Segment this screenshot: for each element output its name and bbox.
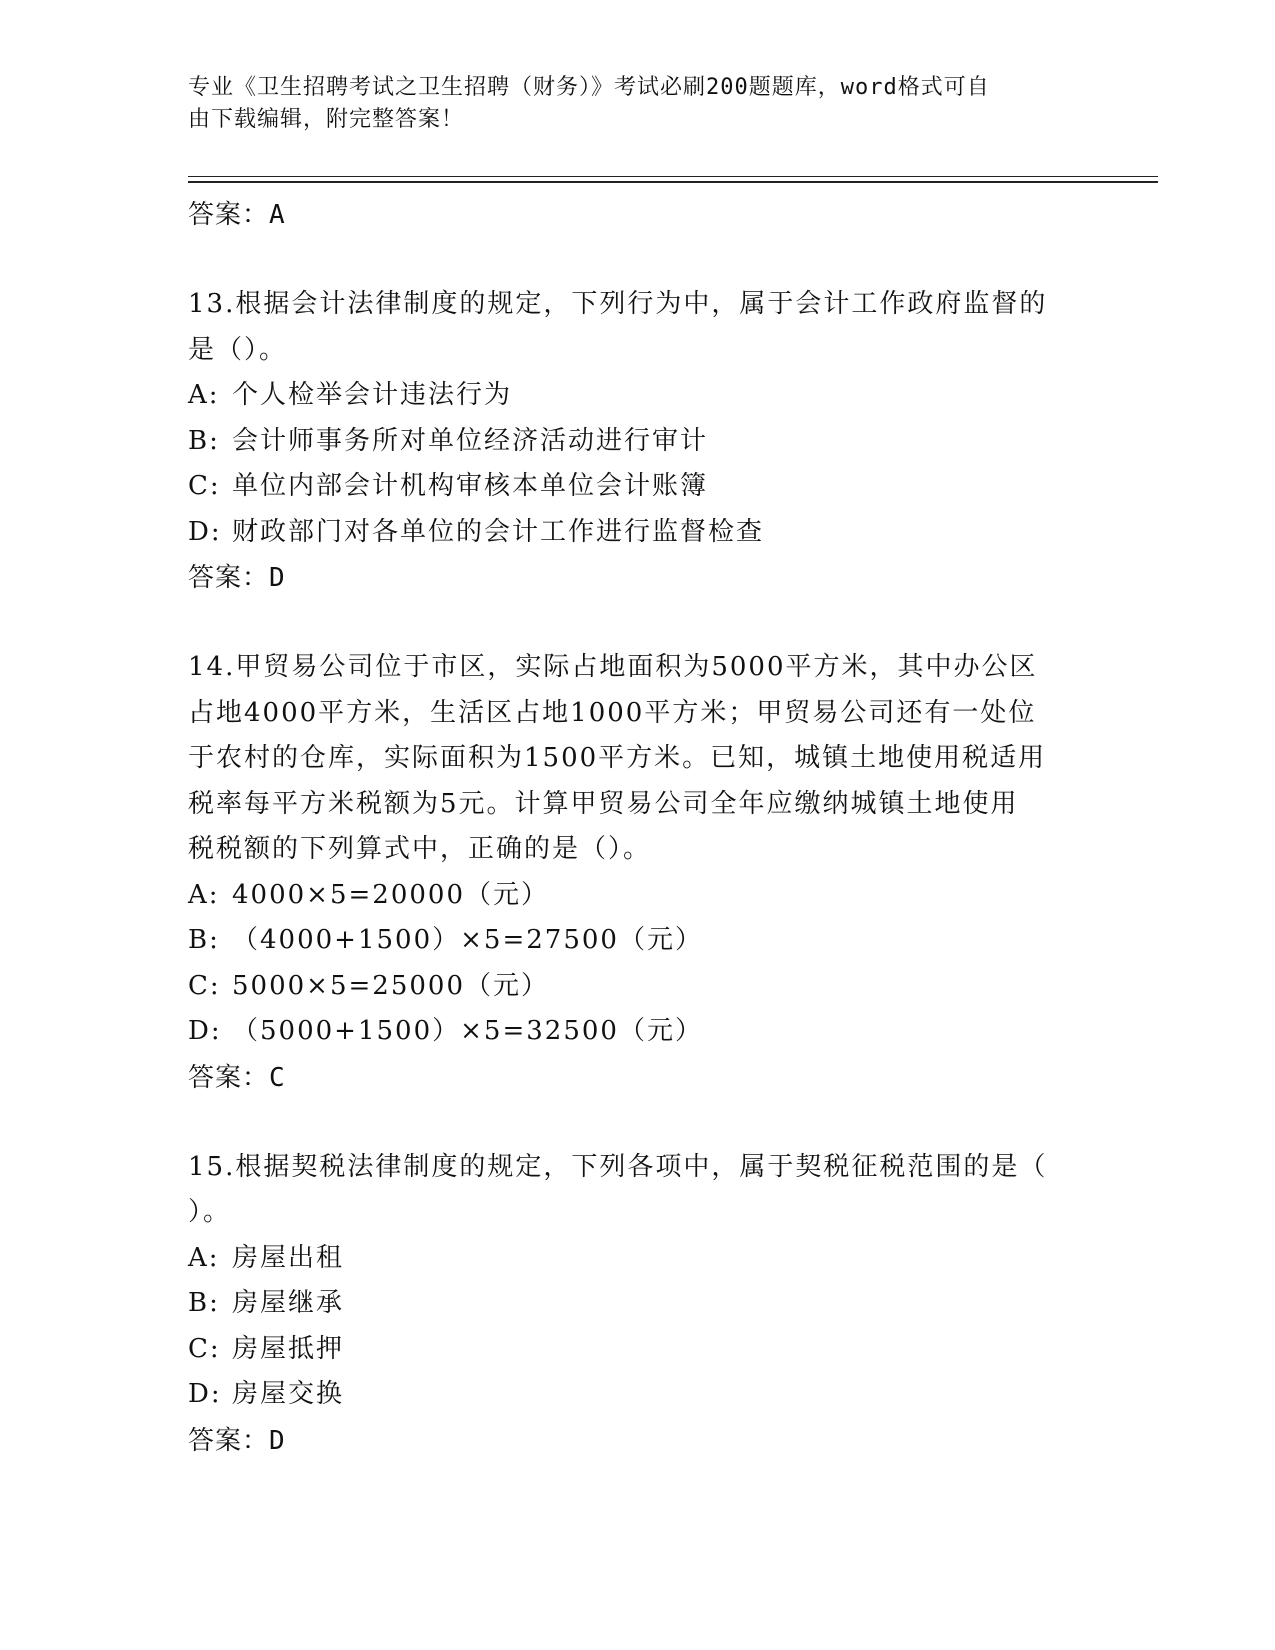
- option-b: [188, 1281, 1088, 1327]
- option-text: 个人检举会计违法行为: [232, 380, 513, 410]
- header-line-1: 专业《卫生招聘考试之卫生招聘（财务）》考试必刷200题题库，word格式可自: [188, 75, 990, 100]
- option-letter: C:: [188, 1333, 221, 1364]
- option-text: 4000×5=20000（元）: [232, 879, 549, 910]
- option-b: [188, 419, 1088, 465]
- option-text: 5000×5=25000（元）: [232, 970, 549, 1001]
- option-text: 单位内部会计机构审核本单位会计账簿: [232, 471, 709, 501]
- option-letter: C:: [188, 970, 221, 1001]
- option-text: 财政部门对各单位的会计工作进行监督检查: [232, 516, 765, 547]
- header-line-2: 由下载编辑，附完整答案！: [188, 107, 465, 132]
- page-header: [188, 72, 1068, 136]
- stem-line: 14.甲贸易公司位于市区，实际占地面积为5000平方米，其中办公区: [188, 652, 1038, 682]
- option-b: [188, 918, 1088, 964]
- question-15: [188, 1145, 1088, 1464]
- option-text: （4000+1500）×5=27500（元）: [232, 925, 703, 955]
- option-d: [188, 510, 1088, 556]
- option-text: 房屋抵押: [232, 1333, 345, 1364]
- question-13: [188, 282, 1088, 601]
- option-letter: B:: [188, 1288, 220, 1318]
- option-letter: A:: [188, 879, 220, 910]
- option-c: [188, 1327, 1088, 1373]
- question-stem: [188, 645, 1088, 873]
- option-a: [188, 873, 1088, 919]
- option-text: 会计师事务所对单位经济活动进行审计: [232, 425, 709, 456]
- answer-line: 答案：D: [188, 563, 286, 593]
- header-divider-thin: [188, 176, 1158, 177]
- option-c: [188, 964, 1088, 1010]
- stem-line: ）。: [188, 1197, 232, 1227]
- question-stem: [188, 1145, 1088, 1236]
- option-letter: B:: [188, 925, 220, 955]
- stem-line: 税率每平方米税额为5元。计算甲贸易公司全年应缴纳城镇土地使用: [188, 788, 1019, 819]
- option-a: [188, 373, 1088, 419]
- stem-line: 15.根据契税法律制度的规定，下列各项中，属于契税征税范围的是（: [188, 1151, 1048, 1182]
- question-stem: [188, 282, 1088, 373]
- stem-line: 于农村的仓库，实际面积为1500平方米。已知，城镇土地使用税适用: [188, 743, 1047, 773]
- option-letter: C:: [188, 471, 221, 501]
- option-letter: D:: [188, 516, 222, 547]
- previous-answer: 答案：A: [188, 200, 286, 230]
- option-letter: A:: [188, 380, 220, 410]
- stem-line: 是（）。: [188, 334, 288, 365]
- answer-line: 答案：D: [188, 1425, 286, 1456]
- option-letter: B:: [188, 425, 220, 456]
- question-14: [188, 645, 1088, 1101]
- answer-line: 答案：C: [188, 1062, 286, 1093]
- option-letter: D:: [188, 1379, 222, 1409]
- option-text: 房屋交换: [232, 1379, 345, 1409]
- option-c: [188, 464, 1088, 510]
- stem-line: 13.根据会计法律制度的规定，下列行为中，属于会计工作政府监督的: [188, 289, 1048, 319]
- option-text: 房屋出租: [232, 1242, 345, 1273]
- stem-line: 占地4000平方米，生活区占地1000平方米；甲贸易公司还有一处位: [188, 697, 1037, 728]
- option-d: [188, 1372, 1088, 1418]
- option-letter: A:: [188, 1242, 220, 1273]
- option-text: 房屋继承: [232, 1288, 345, 1318]
- stem-line: 税税额的下列算式中，正确的是（）。: [188, 834, 652, 864]
- question-list: [188, 188, 1088, 1464]
- option-a: [188, 1236, 1088, 1282]
- option-d: [188, 1009, 1088, 1055]
- option-letter: D:: [188, 1016, 222, 1046]
- header-divider-thick: [188, 181, 1158, 183]
- option-text: （5000+1500）×5=32500（元）: [232, 1016, 703, 1046]
